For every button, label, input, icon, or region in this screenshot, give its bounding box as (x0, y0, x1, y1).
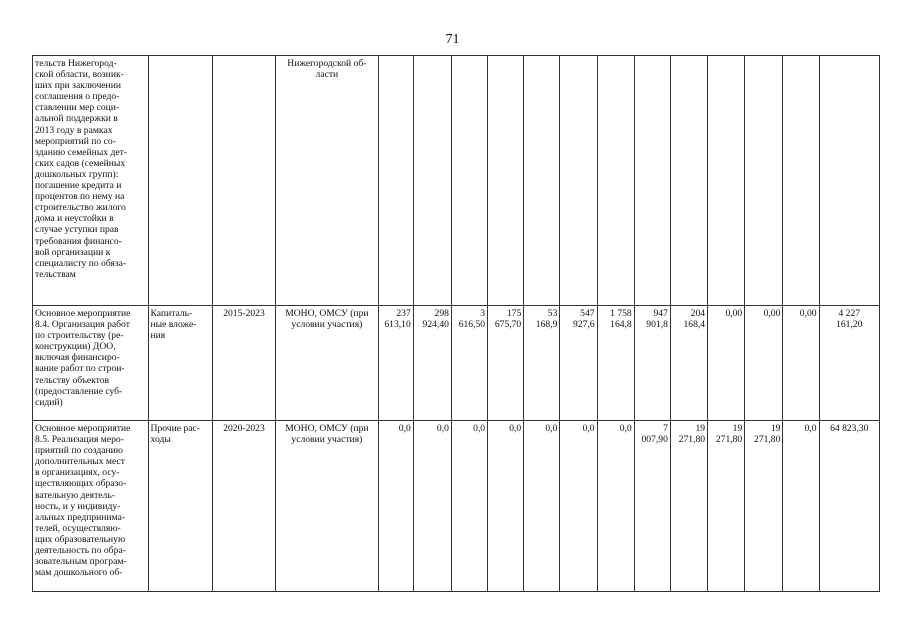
amount-cell (819, 56, 879, 306)
amount-cell (524, 56, 560, 306)
amount-cell (708, 56, 745, 306)
amount-cell: 53 168,9 (524, 306, 560, 421)
expense-category-cell: Капиталь- ные вложе- ния (148, 306, 212, 421)
executor-cell: Нижегородской об- ласти (276, 56, 378, 306)
amount-cell: 0,0 (451, 421, 487, 592)
amount-cell: 19 271,80 (708, 421, 745, 592)
budget-table (32, 55, 880, 592)
amount-cell (634, 56, 670, 306)
amount-cell: 1 758 164,8 (597, 306, 634, 421)
amount-cell: 0,0 (560, 421, 597, 592)
amount-cell: 0,0 (783, 421, 819, 592)
amount-cell: 298 924,40 (413, 306, 451, 421)
amount-cell (783, 56, 819, 306)
amount-cell: 19 271,80 (670, 421, 707, 592)
executor-cell: МОНО, ОМСУ (при условии участия) (276, 306, 378, 421)
amount-cell (378, 56, 413, 306)
expense-category-cell: Прочие рас- ходы (148, 421, 212, 592)
amount-cell: 0,0 (597, 421, 634, 592)
amount-cell: 237 613,10 (378, 306, 413, 421)
amount-cell: 3 616,50 (451, 306, 487, 421)
amount-cell (670, 56, 707, 306)
amount-cell (451, 56, 487, 306)
amount-cell (745, 56, 783, 306)
table-row (33, 56, 880, 306)
period-cell: 2015-2023 (212, 306, 275, 421)
measure-name-cell: Основное мероприятие 8.5. Реализация меро- приятий по созданию дополнительных мест в организациях, осу- ществляющих образо- вательную деятель- ность, и у индивиду- альных предпринима- телей, осуществляю- щих образовательную деятельность по обра- зовательным програм- мам дошкольного об- (33, 421, 149, 592)
amount-cell: 7 007,90 (634, 421, 670, 592)
amount-cell: 547 927,6 (560, 306, 597, 421)
amount-cell (413, 56, 451, 306)
expense-category-cell (148, 56, 212, 306)
amount-cell (488, 56, 524, 306)
measure-name-cell: тельств Нижегород- ской области, возник- ших при заключении соглашения о предо- ставлении мер соци- альной поддержки в 2013 году в рамках мероприятий по со- зданию семейных дет- ских садов (семейных дошкольных групп): погашение кредита и процентов по нему на строительство жилого дома и неустойки в случае уступки прав требования финансо- вой организации к специалисту по обяза- тельствам (33, 56, 149, 306)
amount-cell: 204 168,4 (670, 306, 707, 421)
amount-cell: 19 271,80 (745, 421, 783, 592)
measure-name-cell: Основное мероприятие 8.4. Организация работ по строительству (ре- конструкции) ДОО, включая финансиро- вание работ по строи- тельству объектов (предоставление суб- сидий) (33, 306, 149, 421)
amount-cell: 947 901,8 (634, 306, 670, 421)
amount-cell: 4 227 161,20 (819, 306, 879, 421)
amount-cell: 0,00 (745, 306, 783, 421)
amount-cell (597, 56, 634, 306)
amount-cell: 0,0 (488, 421, 524, 592)
amount-cell: 175 675,70 (488, 306, 524, 421)
amount-cell: 64 823,30 (819, 421, 879, 592)
period-cell (212, 56, 275, 306)
period-cell: 2020-2023 (212, 421, 275, 592)
amount-cell: 0,0 (378, 421, 413, 592)
amount-cell: 0,00 (783, 306, 819, 421)
amount-cell: 0,0 (413, 421, 451, 592)
amount-cell (560, 56, 597, 306)
table-row (33, 306, 880, 421)
table-row (33, 421, 880, 592)
amount-cell: 0,00 (708, 306, 745, 421)
executor-cell: МОНО, ОМСУ (при условии участия) (276, 421, 378, 592)
page-number: 71 (445, 32, 460, 47)
amount-cell: 0,0 (524, 421, 560, 592)
